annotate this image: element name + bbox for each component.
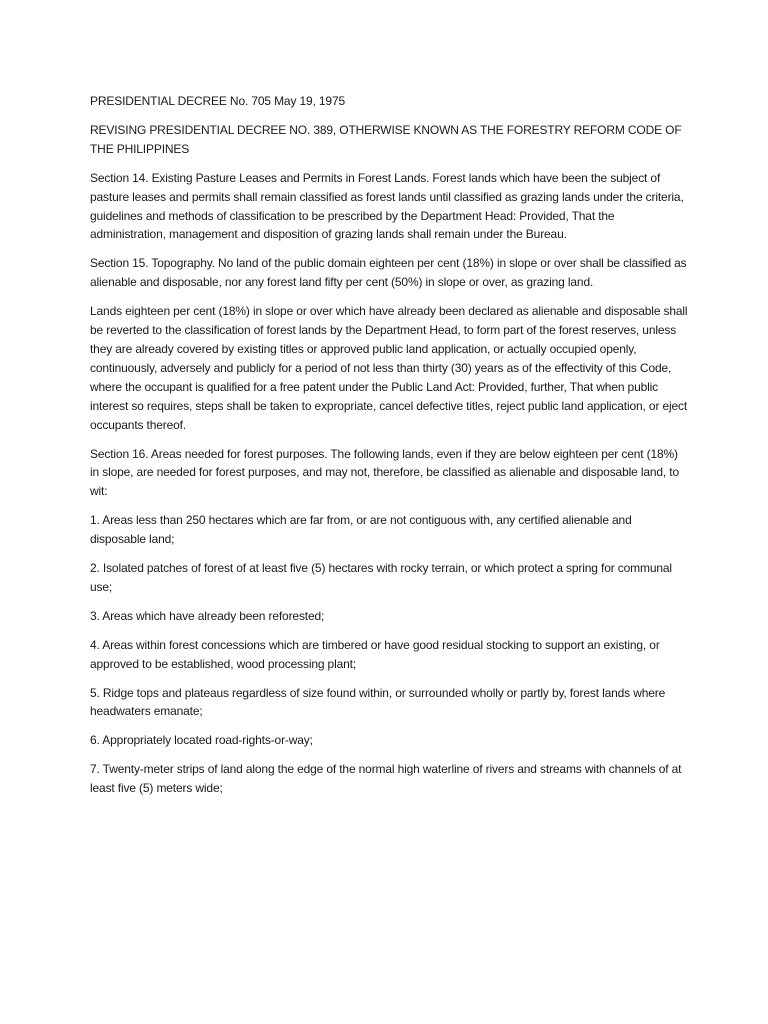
list-item: 2. Isolated patches of forest of at least five (5) hectares with rocky terrain, or which protect a spring for communal use; (90, 561, 672, 594)
list-item: 4. Areas within forest concessions which are timbered or have good residual stocking to support an existing, or approved to be established, wood processing plant; (90, 637, 660, 671)
section-14-paragraph: Section 14. Existing Pasture Leases and Permits in Forest Lands. Forest lands which have been the subject of pasture leases and permits shall remain classified as forest lands until classified as grazing lands under the criteria, guidelines and methods of classification to be prescribed by the Department Head: Provided, That the administration, management and disposition of grazing lands shall remain under the Bureau. (90, 170, 684, 242)
section-16-paragraph: Section 16. Areas needed for forest purposes. The following lands, even if they are below eighteen per cent (18%) in slope, are needed for forest purposes, and may not, therefore, be classified as alienable and disposable land, to wit: (90, 446, 679, 499)
list-item: 1. Areas less than 250 hectares which are far from, or are not contiguous with, any certified alienable and disposable land; (90, 513, 632, 547)
list-item: 3. Areas which have already been reforested; (90, 608, 325, 623)
list-item: 5. Ridge tops and plateaus regardless of size found within, or surrounded wholly or partly by, forest lands where headwaters emanate; (90, 685, 666, 719)
document-subtitle: REVISING PRESIDENTIAL DECREE NO. 389, OTHERWISE KNOWN AS THE FORESTRY REFORM CODE OF THE PHILIPPINES (90, 122, 682, 156)
document-page (90, 92, 690, 808)
section-15-continuation-paragraph: Lands eighteen per cent (18%) in slope or over which have already been declared as alienable and disposable shall be reverted to the classification of forest lands by the Department Head, to form part of the forest reserves, unless they are already covered by existing titles or approved public land application, or actually occupied openly, continuously, adversely and publicly for a period of not less than thirty (30) years as of the effectivity of this Code, where the occupant is qualified for a free patent under the Public Land Act: Provided, further, That when public interest so requires, steps shall be taken to expropriate, cancel defective titles, reject public land application, or eject occupants thereof. (90, 304, 688, 432)
document-title: PRESIDENTIAL DECREE No. 705 May 19, 1975 (90, 94, 346, 108)
list-item: 6. Appropriately located road-rights-or-way; (90, 733, 313, 748)
list-item: 7. Twenty-meter strips of land along the edge of the normal high waterline of rivers and streams with channels of at least five (5) meters wide; (90, 762, 682, 796)
section-15-paragraph: Section 15. Topography. No land of the public domain eighteen per cent (18%) in slope or over shall be classified as alienable and disposable, nor any forest land fifty per cent (50%) in slope or over, as grazing land. (90, 256, 687, 290)
